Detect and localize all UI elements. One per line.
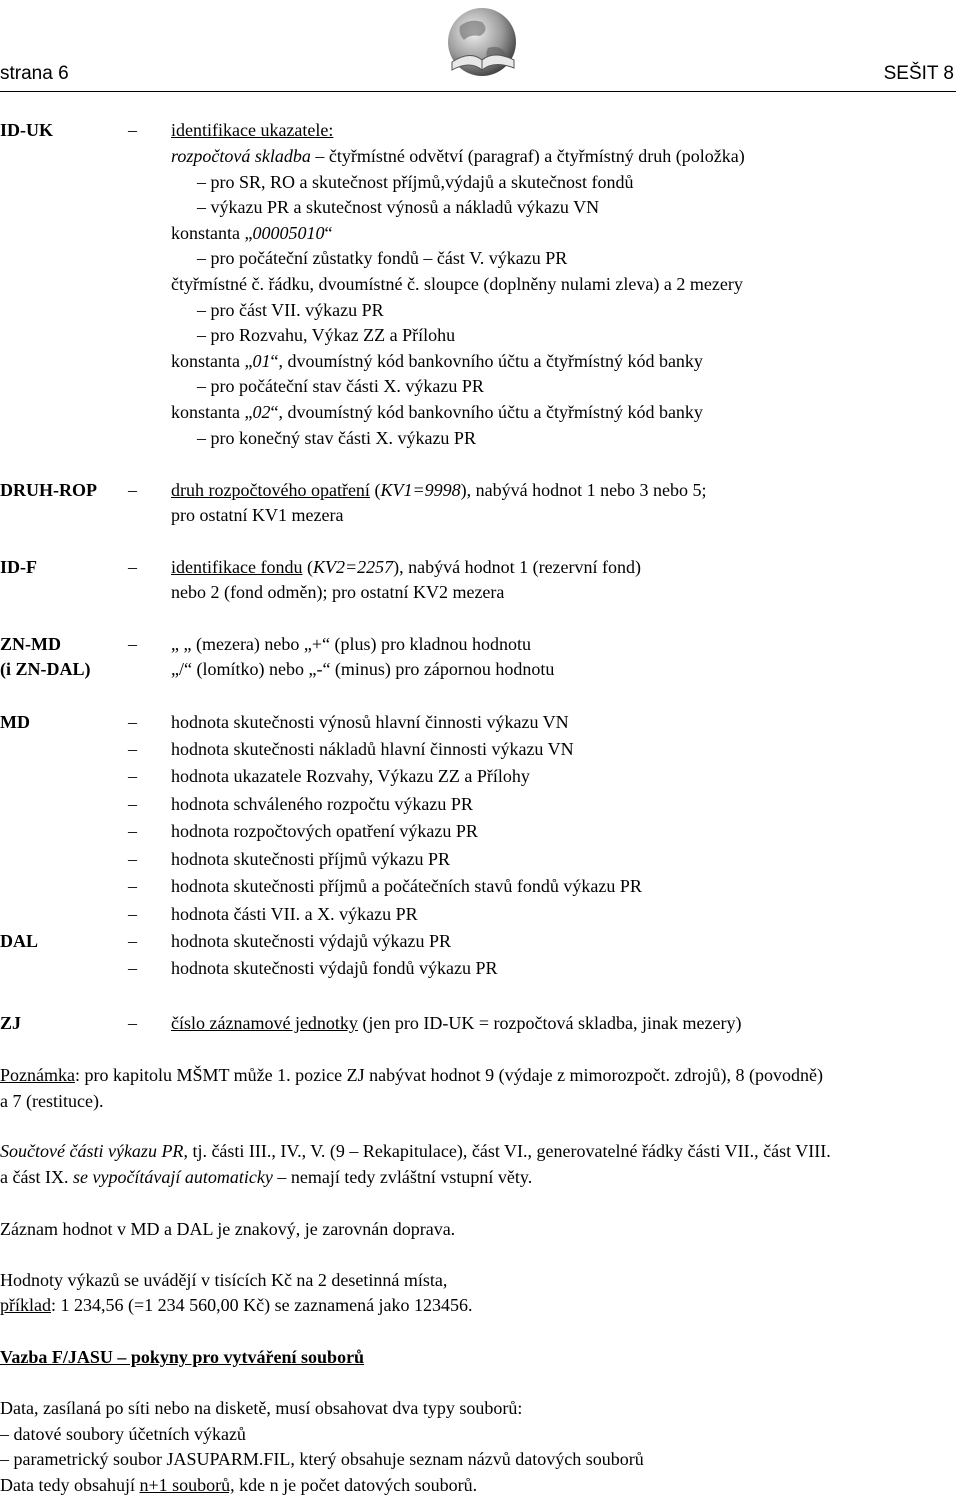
- dal-item: hodnota skutečnosti výdajů výkazu PR: [171, 931, 451, 951]
- druh-rop-line: druh rozpočtového opatření (KV1=9998), nabývá hodnot 1 nebo 3 nebo 5;: [171, 480, 707, 500]
- booklet-label: SEŠIT 8: [883, 63, 954, 84]
- iduk-line: čtyřmístné č. řádku, dvoumístné č. sloupce (doplněny nulami zleva) a 2 mezery: [171, 274, 743, 294]
- md-item: hodnota skutečnosti příjmů výkazu PR: [171, 849, 450, 869]
- term-dal: DAL: [0, 931, 39, 951]
- md-item: hodnota skutečnosti výnosů hlavní činnosti výkazu VN: [171, 712, 569, 732]
- dash: –: [128, 931, 137, 951]
- dash: –: [128, 766, 137, 786]
- dash: –: [128, 821, 137, 841]
- sums-line2: a část IX. se vypočítávají automaticky – nemají tedy zvláštní vstupní věty.: [0, 1167, 533, 1187]
- term-id-uk: ID-UK: [0, 120, 53, 140]
- values-example: příklad: 1 234,56 (=1 234 560,00 Kč) se zaznamená jako 123456.: [0, 1295, 473, 1315]
- header-rule: [0, 91, 956, 92]
- record-line: Záznam hodnot v MD a DAL je znakový, je zarovnán doprava.: [0, 1219, 456, 1239]
- zj-line: číslo záznamové jednotky (jen pro ID-UK = rozpočtová skladba, jinak mezery): [171, 1013, 742, 1033]
- dash: –: [128, 1013, 137, 1033]
- iduk-line-constant: konstanta „01“, dvoumístný kód bankovního účtu a čtyřmístný kód banky: [171, 351, 703, 371]
- dash: –: [128, 712, 137, 732]
- term-zn-md: ZN-MD: [0, 634, 61, 654]
- iduk-line: – pro SR, RO a skutečnost příjmů,výdajů a skutečnost fondů: [197, 172, 634, 192]
- md-item: hodnota skutečnosti příjmů a počátečních stavů fondů výkazu PR: [171, 876, 642, 896]
- section-title: Vazba F/JASU – pokyny pro vytváření souborů: [0, 1347, 365, 1367]
- id-f-line2: nebo 2 (fond odměn); pro ostatní KV2 mezera: [171, 582, 505, 602]
- dash: –: [128, 849, 137, 869]
- md-item: hodnota ukazatele Rozvahy, Výkazu ZZ a Přílohy: [171, 766, 530, 786]
- data-files-item: – datové soubory účetních výkazů: [0, 1424, 246, 1444]
- globe-book-logo: [440, 4, 524, 84]
- iduk-line: – pro část VII. výkazu PR: [197, 300, 384, 320]
- dash: –: [128, 120, 137, 140]
- iduk-line-constant: konstanta „00005010“: [171, 223, 333, 243]
- iduk-line: – pro Rozvahu, Výkaz ZZ a Přílohu: [197, 325, 456, 345]
- term-zn-dal: (i ZN-DAL): [0, 659, 91, 679]
- iduk-line: – pro počáteční stav části X. výkazu PR: [197, 376, 484, 396]
- dash: –: [128, 794, 137, 814]
- data-files-summary: Data tedy obsahují n+1 souborů, kde n je počet datových souborů.: [0, 1475, 478, 1495]
- term-id-f: ID-F: [0, 557, 37, 577]
- druh-rop-line2: pro ostatní KV1 mezera: [171, 505, 344, 525]
- zn-md-line2: „/“ (lomítko) nebo „-“ (minus) pro zápornou hodnotu: [171, 659, 555, 679]
- data-files-line: Data, zasílaná po síti nebo na disketě, musí obsahovat dva typy souborů:: [0, 1398, 523, 1418]
- dash: –: [128, 557, 137, 577]
- id-f-line: identifikace fondu (KV2=2257), nabývá hodnot 1 (rezervní fond): [171, 557, 642, 577]
- term-zj: ZJ: [0, 1013, 22, 1033]
- dash: –: [128, 876, 137, 896]
- dash: –: [128, 958, 137, 978]
- dash: –: [128, 634, 137, 654]
- iduk-line: – pro počáteční zůstatky fondů – část V. výkazu PR: [197, 248, 568, 268]
- iduk-line: – výkazu PR a skutečnost výnosů a nákladů výkazu VN: [197, 197, 600, 217]
- md-item: hodnota části VII. a X. výkazu PR: [171, 904, 418, 924]
- term-druh-rop: DRUH-ROP: [0, 480, 97, 500]
- zn-md-line: „ „ (mezera) nebo „+“ (plus) pro kladnou hodnotu: [171, 634, 532, 654]
- dash: –: [128, 904, 137, 924]
- dash: –: [128, 739, 137, 759]
- md-item: hodnota skutečnosti nákladů hlavní činnosti výkazu VN: [171, 739, 574, 759]
- iduk-line-skladba: rozpočtová skladba – čtyřmístné odvětví (paragraf) a čtyřmístný druh (položka): [171, 146, 745, 166]
- note-line: Poznámka: pro kapitolu MŠMT může 1. pozice ZJ nabývat hodnot 9 (výdaje z mimorozpočt. zdrojů), 8 (povodně): [0, 1065, 823, 1085]
- md-item: hodnota rozpočtových opatření výkazu PR: [171, 821, 478, 841]
- sums-line: Součtové části výkazu PR, tj. části III., IV., V. (9 – Rekapitulace), část VI., generovatelné řádky části VII., část VIII.: [0, 1141, 831, 1161]
- dash: –: [128, 480, 137, 500]
- iduk-heading: identifikace ukazatele:: [171, 120, 334, 140]
- dal-item: hodnota skutečnosti výdajů fondů výkazu PR: [171, 958, 498, 978]
- data-files-item: – parametrický soubor JASUPARM.FIL, který obsahuje seznam názvů datových souborů: [0, 1449, 644, 1469]
- page-number: strana 6: [0, 63, 69, 84]
- iduk-line: – pro konečný stav části X. výkazu PR: [197, 428, 476, 448]
- iduk-line-constant: konstanta „02“, dvoumístný kód bankovního účtu a čtyřmístný kód banky: [171, 402, 703, 422]
- values-line: Hodnoty výkazů se uvádějí v tisících Kč na 2 desetinná místa,: [0, 1270, 448, 1290]
- note-line2: a 7 (restituce).: [0, 1091, 104, 1111]
- term-md: MD: [0, 712, 30, 732]
- md-item: hodnota schváleného rozpočtu výkazu PR: [171, 794, 473, 814]
